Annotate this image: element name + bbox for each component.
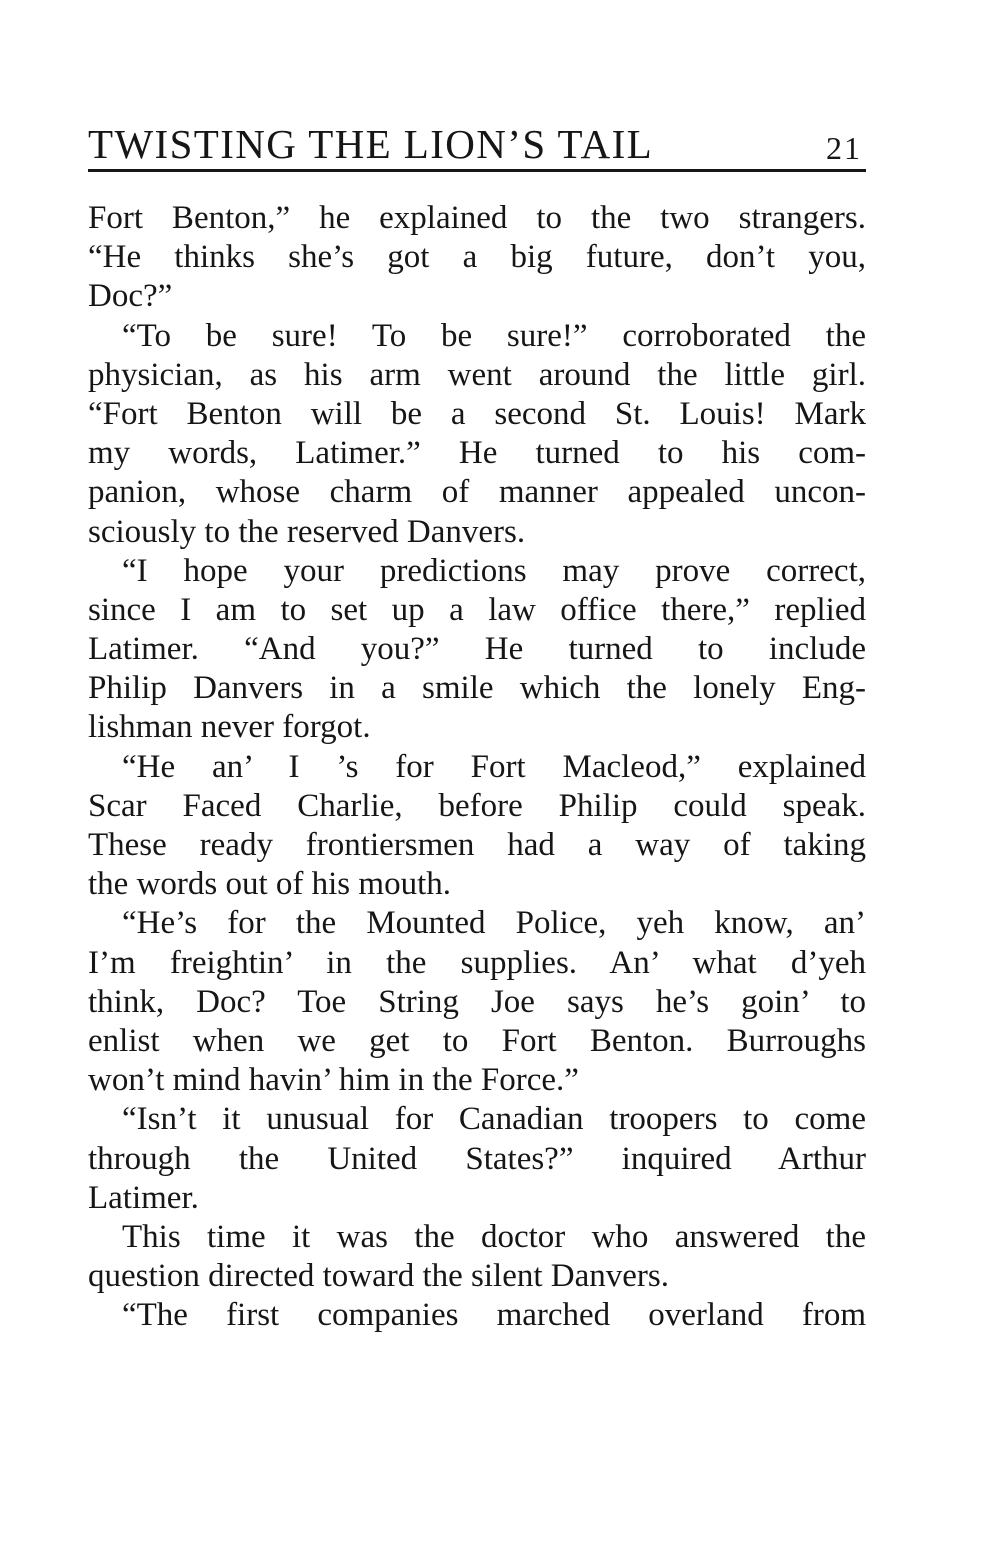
text-line: Doc?” [88, 278, 173, 315]
text-line: Latimer. [88, 1179, 199, 1216]
text-line: Latimer. “And you?” He turned to include [88, 631, 866, 668]
text-line: “He’s for the Mounted Police, yeh know, an’ [122, 905, 866, 942]
text-line: Fort Benton,” he explained to the two strangers. [88, 200, 866, 236]
text-line: “He an’ I ’s for Fort Macleod,” explained [122, 748, 866, 785]
text-line: think, Doc? Toe String Joe says he’s goin’ to [88, 983, 866, 1020]
text-line: “Isn’t it unusual for Canadian troopers to come [122, 1101, 866, 1138]
text-line: question directed toward the silent Danvers. [88, 1258, 669, 1295]
text-line: won’t mind havin’ him in the Force.” [88, 1062, 579, 1099]
text-line: lishman never forgot. [88, 709, 371, 746]
text-line: These ready frontiersmen had a way of taking [88, 827, 866, 863]
text-line: “He thinks she’s got a big future, don’t you, [88, 239, 866, 276]
text-line: the words out of his mouth. [88, 866, 451, 903]
text-line: since I am to set up a law office there,” replied [88, 591, 866, 628]
text-line: “Fort Benton will be a second St. Louis! Mark [88, 395, 866, 432]
text-line: sciously to the reserved Danvers. [88, 513, 526, 550]
text-line: “To be sure! To be sure!” corroborated the [122, 317, 866, 354]
header-rule [88, 169, 866, 172]
text-line: This time it was the doctor who answered the [122, 1218, 866, 1255]
text-line: enlist when we get to Fort Benton. Burroughs [88, 1022, 866, 1059]
text-line: Philip Danvers in a smile which the lonely Eng- [88, 670, 866, 707]
running-head [88, 118, 866, 170]
page-number: 21 [826, 130, 862, 166]
running-title: TWISTING THE LION’S TAIL [88, 121, 654, 167]
text-line: “I hope your predictions may prove correct, [122, 552, 866, 589]
text-line: Scar Faced Charlie, before Philip could speak. [88, 787, 866, 824]
text-line: physician, as his arm went around the little girl. [88, 356, 866, 393]
text-line: panion, whose charm of manner appealed uncon- [88, 474, 866, 511]
text-line: my words, Latimer.” He turned to his com- [88, 435, 866, 472]
text-line: through the United States?” inquired Arthur [88, 1140, 866, 1177]
text-line: I’m freightin’ in the supplies. An’ what d’yeh [88, 944, 866, 981]
text-line: “The first companies marched overland from [122, 1297, 866, 1334]
body-text [88, 199, 866, 1335]
